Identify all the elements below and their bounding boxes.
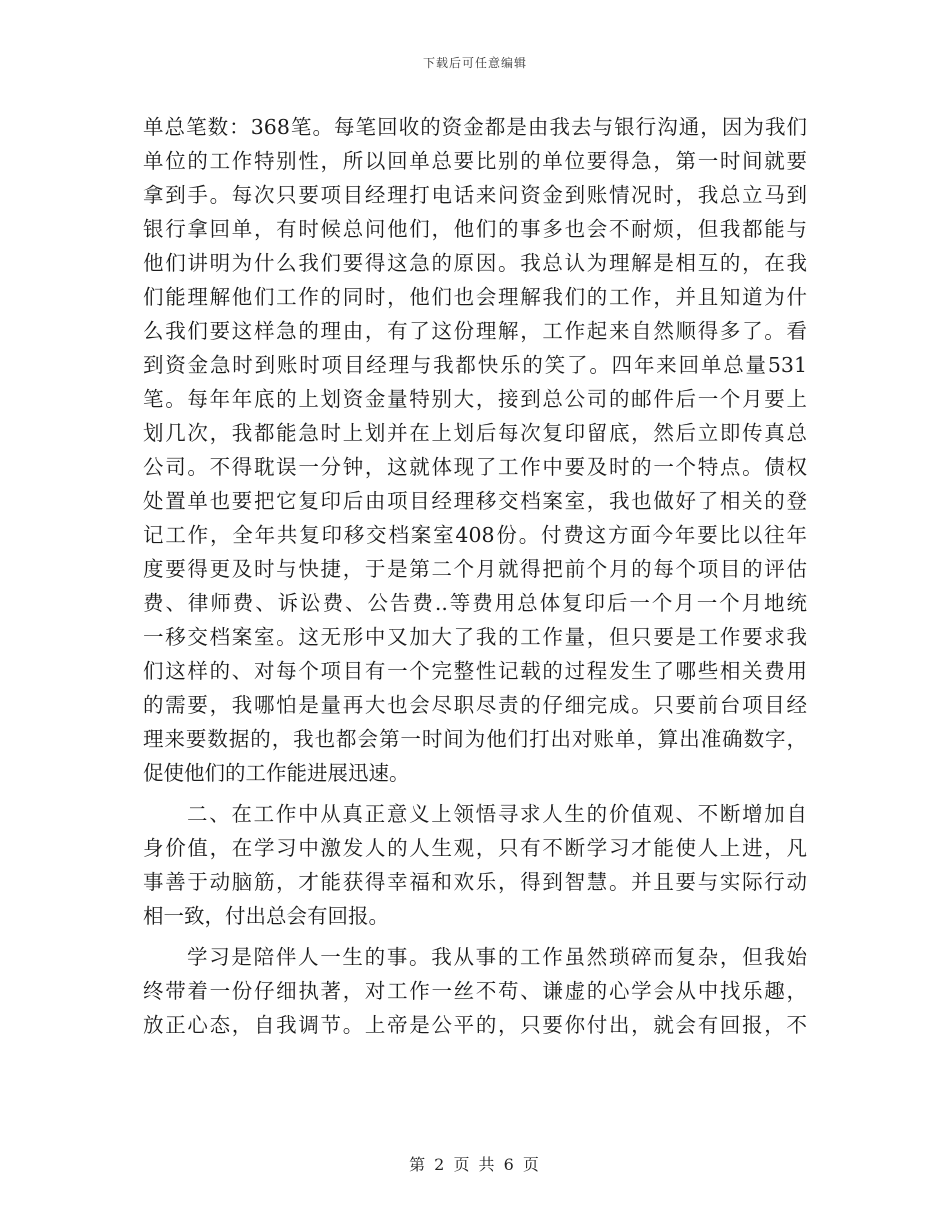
text-line: 相一致，付出总会有回报。 (143, 904, 389, 928)
text-line: 笔。每年年底的上划资金量特别大，接到总公司的邮件后一个月要上 (143, 387, 807, 411)
text-line: 一移交档案室。这无形中又加大了我的工作量，但只要是工作要求我 (143, 625, 807, 649)
text-line: 学习是陪伴人一生的事。我从事的工作虽然琐碎而复杂，但我始 (187, 945, 807, 969)
text-line: 们能理解他们工作的同时，他们也会理解我们的工作，并且知道为什 (143, 285, 807, 309)
text-line: 事善于动脑筋，才能获得幸福和欢乐，得到智慧。并且要与实际行动 (143, 870, 807, 894)
text-line: 单位的工作特别性，所以回单总要比别的单位要得急，第一时间就要 (143, 149, 807, 173)
text-line: 记工作，全年共复印移交档案室408份。付费这方面今年要比以往年 (143, 523, 807, 547)
text-line: 到资金急时到账时项目经理与我都快乐的笑了。四年来回单总量531 (143, 353, 807, 377)
text-line: 放正心态，自我调节。上帝是公平的，只要你付出，就会有回报，不 (143, 1013, 807, 1037)
text-line: 拿到手。每次只要项目经理打电话来问资金到账情况时，我总立马到 (143, 183, 807, 207)
text-line: 划几次，我都能急时上划并在上划后每次复印留底，然后立即传真总 (143, 421, 807, 445)
text-line: 么我们要这样急的理由，有了这份理解，工作起来自然顺得多了。看 (143, 319, 807, 343)
text-line: 身价值，在学习中激发人的人生观，只有不断学习才能使人上进，凡 (143, 836, 807, 860)
text-line: 公司。不得耽误一分钟，这就体现了工作中要及时的一个特点。债权 (143, 455, 807, 479)
page-header: 下载后可任意编辑 (422, 56, 527, 70)
text-line: 银行拿回单，有时候总问他们，他们的事多也会不耐烦，但我都能与 (143, 217, 807, 241)
paragraph-1 (143, 110, 807, 790)
document-body (143, 110, 807, 1042)
text-line: 度要得更及时与快捷，于是第二个月就得把前个月的每个项目的评估 (143, 557, 807, 581)
text-line: 二、在工作中从真正意义上领悟寻求人生的价值观、不断增加自 (187, 802, 807, 826)
text-line: 单总笔数：368笔。每笔回收的资金都是由我去与银行沟通，因为我们 (143, 115, 807, 139)
text-line: 费、律师费、诉讼费、公告费..等费用总体复印后一个月一个月地统 (143, 591, 807, 615)
paragraph-2 (143, 797, 807, 933)
page-number: 第 2 页 共 6 页 (409, 1155, 541, 1174)
text-line: 终带着一份仔细执著，对工作一丝不苟、谦虚的心学会从中找乐趣， (143, 979, 807, 1003)
text-line: 们这样的、对每个项目有一个完整性记载的过程发生了哪些相关费用 (143, 659, 807, 683)
text-line: 促使他们的工作能进展迅速。 (143, 761, 410, 785)
text-line: 他们讲明为什么我们要得这急的原因。我总认为理解是相互的，在我 (143, 251, 807, 275)
text-line: 处置单也要把它复印后由项目经理移交档案室，我也做好了相关的登 (143, 489, 807, 513)
text-line: 理来要数据的，我也都会第一时间为他们打出对账单，算出准确数字， (143, 727, 807, 751)
paragraph-3 (143, 940, 807, 1042)
text-line: 的需要，我哪怕是量再大也会尽职尽责的仔细完成。只要前台项目经 (143, 693, 807, 717)
